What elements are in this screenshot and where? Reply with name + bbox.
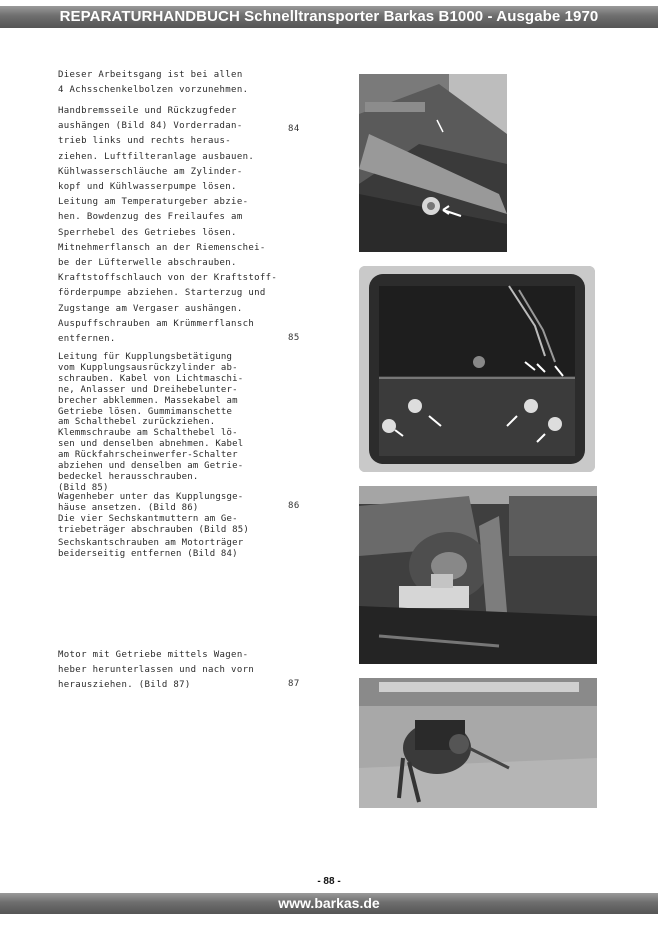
photo-86-jack-under-clutch <box>359 486 597 664</box>
text-line: förderpumpe abziehen. Starterzug und <box>58 288 266 299</box>
intro-paragraph <box>58 68 294 98</box>
photo-84-engine-mount <box>359 74 507 252</box>
photo-85 <box>359 266 595 472</box>
text-line: 4 Achsschenkelbolzen vorzunehmen. <box>58 85 249 96</box>
page-header <box>0 6 658 28</box>
text-line: triebeträger abschrauben (Bild 85) <box>58 524 250 535</box>
page-number: - 88 - <box>317 876 341 887</box>
text-line: abziehen und denselben am Getrie- <box>58 461 244 472</box>
text-line: Handbremsseile und Rückzugfeder <box>58 106 237 116</box>
text-line: Kühlwasserschläuche am Zylinder- <box>58 166 243 177</box>
figure-ref-86: 86 <box>288 501 300 511</box>
text-line: be der Lüfterwelle abschrauben. <box>58 258 237 269</box>
header-title: REPARATURHANDBUCH Schnelltransporter Barkas B1000 - Ausgabe 1970 <box>59 8 599 25</box>
step-86b-paragraph <box>58 538 294 560</box>
text-line: ne, Anlasser und Dreihebelunter- <box>58 384 238 395</box>
photo-86 <box>359 486 597 664</box>
figure-ref-84: 84 <box>288 124 300 134</box>
photo-85-gearbox-cover <box>359 266 595 472</box>
text-line: Auspuffschrauben am Krümmerflansch <box>58 318 255 329</box>
text-line: Leitung für Kupplungsbetätigung <box>58 352 233 362</box>
text-line: häuse ansetzen. (Bild 86) <box>58 502 199 513</box>
text-line: (Bild 85) <box>58 482 109 493</box>
text-line: schrauben. Kabel von Lichtmaschi- <box>58 373 244 384</box>
text-line: Sperrhebel des Getriebes lösen. <box>58 227 237 238</box>
step-85-paragraph <box>58 352 294 494</box>
figure-ref-85: 85 <box>288 333 300 343</box>
text-line: ziehen. Luftfilteranlage ausbauen. <box>58 151 255 162</box>
text-line: am Schalthebel zurückziehen. <box>58 417 216 428</box>
text-line: heber herunterlassen und nach vorn <box>58 665 255 676</box>
text-line: Mitnehmerflansch an der Riemenschei- <box>58 242 266 253</box>
photo-87-engine-removed <box>359 678 597 808</box>
text-line: Zugstange am Vergaser aushängen. <box>58 303 243 314</box>
text-line: hen. Bowdenzug des Freilaufes am <box>58 212 243 223</box>
text-line: bedeckel herausschrauben. <box>58 471 199 482</box>
text-line: Wagenheber unter das Kupplungsge- <box>58 492 244 502</box>
text-line: trieb links und rechts heraus- <box>58 136 232 147</box>
text-line: Klemmschraube am Schalthebel lö- <box>58 428 238 439</box>
text-line: herausziehen. (Bild 87) <box>58 680 191 691</box>
text-line: Getriebe lösen. Gummimanschette <box>58 406 233 417</box>
text-line: kopf und Kühlwasserpumpe lösen. <box>58 182 237 193</box>
photo-87 <box>359 678 597 808</box>
text-line: Leitung am Temperaturgeber abzie- <box>58 197 249 208</box>
text-line: Die vier Sechskantmuttern am Ge- <box>58 513 238 524</box>
footer-url[interactable]: www.barkas.de <box>278 895 380 911</box>
text-line: am Rückfahrscheinwerfer-Schalter <box>58 450 238 461</box>
text-line: aushängen (Bild 84) Vorderradan- <box>58 121 243 132</box>
page-footer <box>0 893 658 914</box>
text-line: sen und denselben abnehmen. Kabel <box>58 439 244 450</box>
text-line: entfernen. <box>58 334 116 345</box>
figure-ref-87: 87 <box>288 679 300 689</box>
step-87-paragraph <box>58 648 294 694</box>
step-86-paragraph <box>58 492 294 536</box>
text-line: Kraftstoffschlauch von der Kraftstoff- <box>58 273 278 284</box>
text-line: Sechskantschrauben am Motorträger <box>58 538 244 548</box>
text-line: Dieser Arbeitsgang ist bei allen <box>58 70 243 80</box>
text-line: vom Kupplungsausrückzylinder ab- <box>58 362 238 373</box>
step-84-paragraph <box>58 104 294 347</box>
text-line: beiderseitig entfernen (Bild 84) <box>58 548 238 559</box>
photo-84 <box>359 74 507 252</box>
text-line: brecher abklemmen. Massekabel am <box>58 395 238 406</box>
text-line: Motor mit Getriebe mittels Wagen- <box>58 650 249 660</box>
